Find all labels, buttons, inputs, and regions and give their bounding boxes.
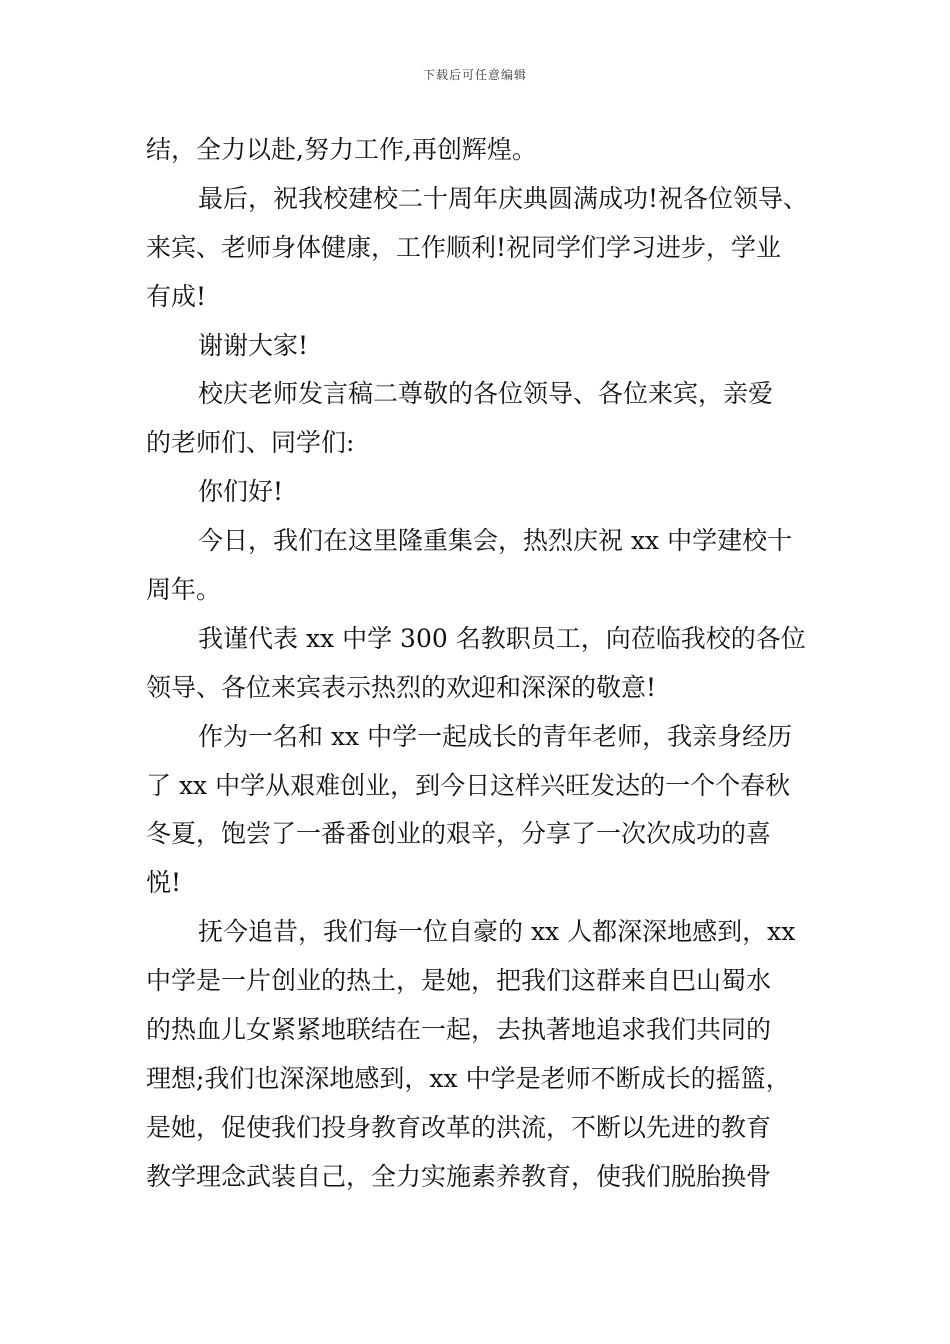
- text-line: 的老师们、同学们:: [146, 428, 355, 458]
- text-line: 领导、各位来宾表示热烈的欢迎和深深的敬意!: [146, 672, 657, 702]
- text-line: 作为一名和 xx 中学一起成长的青年老师，我亲身经历: [198, 721, 793, 751]
- text-line: 有成!: [146, 281, 207, 311]
- document-body: [146, 126, 812, 1202]
- text-line: 来宾、老师身体健康，工作顺利!祝同学们学习进步，学业: [146, 232, 782, 262]
- text-line: 谢谢大家!: [198, 330, 309, 360]
- text-line: 抚今追昔，我们每一位自豪的 xx 人都深深地感到，xx: [198, 917, 796, 947]
- text-line: 校庆老师发言稿二尊敬的各位领导、各位来宾，亲爱: [198, 379, 774, 409]
- text-line: 结，全力以赴,努力工作,再创辉煌。: [146, 135, 537, 164]
- text-line: 今日，我们在这里隆重集会，热烈庆祝 xx 中学建校十: [198, 526, 793, 556]
- text-line: 我谨代表 xx 中学 300 名教职员工，向莅临我校的各位: [198, 623, 806, 653]
- text-line: 悦!: [146, 868, 182, 898]
- text-line: 是她，促使我们投身教育改革的洪流，不断以先进的教育: [146, 1112, 772, 1142]
- text-line: 周年。: [146, 575, 222, 605]
- text-line: 理想;我们也深深地感到，xx 中学是老师不断成长的摇篮，: [146, 1063, 791, 1093]
- text-line: 的热血儿女紧紧地联结在一起，去执著地追求我们共同的: [146, 1015, 772, 1045]
- text-line: 最后，祝我校建校二十周年庆典圆满成功!祝各位领导、: [198, 183, 809, 213]
- text-line: 你们好!: [198, 477, 284, 507]
- text-line: 了 xx 中学从艰难创业，到今日这样兴旺发达的一个个春秋: [146, 770, 791, 800]
- text-line: 教学理念武装自己，全力实施素养教育，使我们脱胎换骨: [146, 1161, 772, 1191]
- text-line: 中学是一片创业的热土，是她，把我们这群来自巴山蜀水: [146, 966, 772, 996]
- header-note: 下载后可任意编辑: [422, 68, 527, 82]
- text-line: 冬夏，饱尝了一番番创业的艰辛，分享了一次次成功的喜: [146, 819, 772, 849]
